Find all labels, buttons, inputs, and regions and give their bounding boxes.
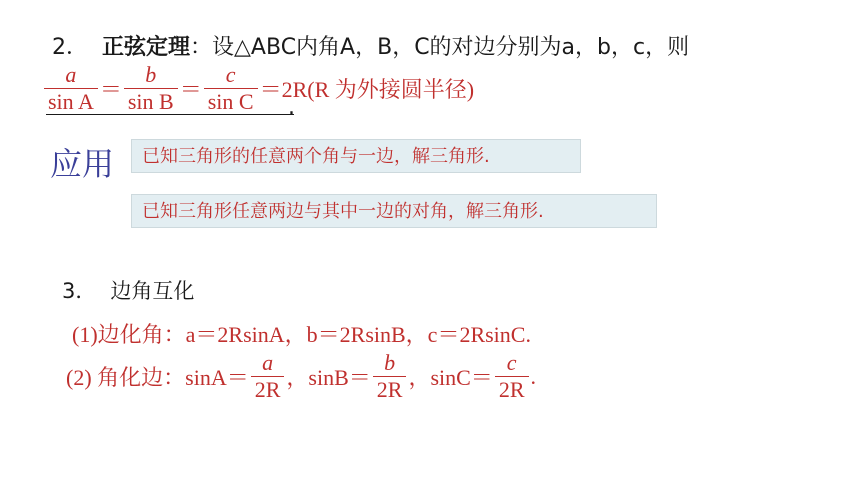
item2-separator: ，sinC＝	[408, 365, 493, 390]
item2-separator: ，sinB＝	[286, 365, 371, 390]
fraction-denominator: sin B	[124, 88, 178, 115]
angle-to-side-formula	[64, 350, 538, 408]
application-case-2: 已知三角形任意两边与其中一边的对角，解三角形.	[131, 194, 657, 228]
section-number: 3．	[62, 279, 97, 303]
fraction-numerator: c	[506, 350, 517, 375]
fraction-denominator: 2R	[251, 376, 285, 403]
fraction-denominator: sin A	[44, 88, 98, 115]
fraction-b-over-2R	[373, 350, 407, 403]
period: .	[288, 95, 295, 120]
application-case-1: 已知三角形的任意两个角与一边，解三角形.	[131, 139, 581, 173]
fraction-a-over-2R	[251, 350, 285, 403]
fraction-a-over-sinA	[44, 62, 98, 115]
fraction-c-over-2R	[495, 350, 529, 403]
section-3-heading	[62, 275, 194, 305]
fraction-numerator: c	[225, 62, 236, 87]
fraction-b-over-sinB	[124, 62, 178, 115]
side-to-angle-formula: (1)边化角：a＝2RsinA，b＝2RsinB，c＝2RsinC.	[72, 322, 531, 347]
fraction-denominator: 2R	[373, 376, 407, 403]
fraction-denominator: 2R	[495, 376, 529, 403]
theorem-statement	[52, 30, 689, 61]
application-title: 应用	[50, 145, 115, 183]
item2-prefix: (2) 角化边：sinA＝	[66, 365, 249, 390]
theorem-name: 正弦定理	[102, 35, 191, 60]
fraction-numerator: b	[384, 350, 396, 375]
fraction-numerator: a	[65, 62, 77, 87]
theorem-number: 2．	[52, 35, 88, 60]
theorem-text: ：设△ABC内角A，B，C的对边分别为a，b，c，则	[190, 35, 690, 60]
equals-sign: ＝	[99, 77, 122, 102]
fraction-numerator: b	[145, 62, 157, 87]
fraction-numerator: a	[262, 350, 274, 375]
period: .	[530, 363, 536, 389]
fraction-c-over-sinC	[204, 62, 258, 115]
fraction-denominator: sin C	[204, 88, 258, 115]
equals-sign: ＝	[179, 77, 202, 102]
fill-in-blank-line	[46, 114, 294, 115]
section-title: 边角互化	[110, 279, 195, 303]
sine-law-formula	[44, 62, 476, 120]
formula-rhs: ＝2R(R 为外接圆半径)	[259, 77, 475, 102]
